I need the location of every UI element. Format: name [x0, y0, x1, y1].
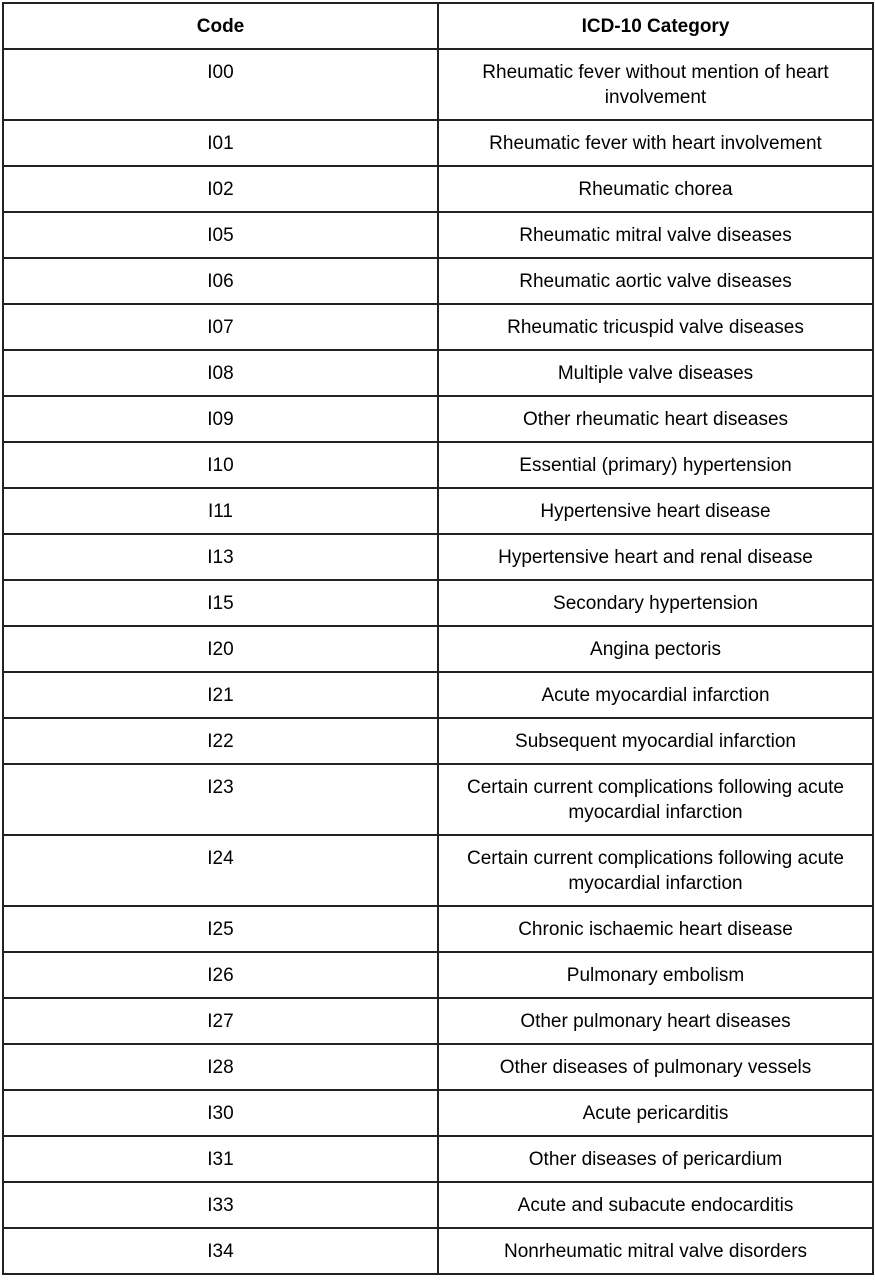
- table-row: [3, 350, 873, 396]
- table-row: [3, 49, 873, 120]
- category-cell: Rheumatic fever with heart involvement: [438, 120, 873, 166]
- code-cell: I20: [3, 626, 438, 672]
- table-row: [3, 120, 873, 166]
- code-cell: I15: [3, 580, 438, 626]
- code-cell: I05: [3, 212, 438, 258]
- column-header-code: Code: [3, 3, 438, 49]
- column-header-category: ICD-10 Category: [438, 3, 873, 49]
- table-row: [3, 258, 873, 304]
- category-cell: Rheumatic mitral valve diseases: [438, 212, 873, 258]
- code-cell: I26: [3, 952, 438, 998]
- category-cell: Secondary hypertension: [438, 580, 873, 626]
- code-cell: I33: [3, 1182, 438, 1228]
- category-cell: Other diseases of pericardium: [438, 1136, 873, 1182]
- table-row: [3, 1228, 873, 1274]
- code-cell: I01: [3, 120, 438, 166]
- code-cell: I11: [3, 488, 438, 534]
- category-cell: Certain current complications following acute myocardial infarction: [438, 835, 873, 906]
- code-cell: I31: [3, 1136, 438, 1182]
- category-cell: Essential (primary) hypertension: [438, 442, 873, 488]
- code-cell: I21: [3, 672, 438, 718]
- table-row: [3, 1136, 873, 1182]
- category-cell: Subsequent myocardial infarction: [438, 718, 873, 764]
- table-row: [3, 166, 873, 212]
- code-cell: I23: [3, 764, 438, 835]
- code-cell: I13: [3, 534, 438, 580]
- table-row: [3, 396, 873, 442]
- category-cell: Pulmonary embolism: [438, 952, 873, 998]
- code-cell: I34: [3, 1228, 438, 1274]
- code-cell: I24: [3, 835, 438, 906]
- category-cell: Acute pericarditis: [438, 1090, 873, 1136]
- category-cell: Acute and subacute endocarditis: [438, 1182, 873, 1228]
- table-row: [3, 835, 873, 906]
- code-cell: I28: [3, 1044, 438, 1090]
- code-cell: I09: [3, 396, 438, 442]
- category-cell: Other rheumatic heart diseases: [438, 396, 873, 442]
- category-cell: Rheumatic fever without mention of heart involvement: [438, 49, 873, 120]
- category-cell: Hypertensive heart disease: [438, 488, 873, 534]
- table-row: [3, 764, 873, 835]
- category-cell: Chronic ischaemic heart disease: [438, 906, 873, 952]
- table-row: [3, 906, 873, 952]
- code-cell: I27: [3, 998, 438, 1044]
- table-row: [3, 212, 873, 258]
- code-cell: I00: [3, 49, 438, 120]
- category-cell: Other pulmonary heart diseases: [438, 998, 873, 1044]
- code-cell: I02: [3, 166, 438, 212]
- table-row: [3, 580, 873, 626]
- code-cell: I10: [3, 442, 438, 488]
- table-row: [3, 1044, 873, 1090]
- category-cell: Hypertensive heart and renal disease: [438, 534, 873, 580]
- table-row: [3, 1090, 873, 1136]
- code-cell: I07: [3, 304, 438, 350]
- icd10-table: [2, 2, 874, 1275]
- table-row: [3, 442, 873, 488]
- category-cell: Rheumatic tricuspid valve diseases: [438, 304, 873, 350]
- category-cell: Acute myocardial infarction: [438, 672, 873, 718]
- table-row: [3, 304, 873, 350]
- table-row: [3, 626, 873, 672]
- category-cell: Other diseases of pulmonary vessels: [438, 1044, 873, 1090]
- category-cell: Rheumatic aortic valve diseases: [438, 258, 873, 304]
- table-row: [3, 998, 873, 1044]
- category-cell: Multiple valve diseases: [438, 350, 873, 396]
- table-header-row: [3, 3, 873, 49]
- table-body: [3, 49, 873, 1274]
- table-row: [3, 1182, 873, 1228]
- category-cell: Rheumatic chorea: [438, 166, 873, 212]
- table-row: [3, 534, 873, 580]
- code-cell: I30: [3, 1090, 438, 1136]
- code-cell: I25: [3, 906, 438, 952]
- code-cell: I08: [3, 350, 438, 396]
- category-cell: Certain current complications following acute myocardial infarction: [438, 764, 873, 835]
- table-row: [3, 488, 873, 534]
- table-row: [3, 952, 873, 998]
- code-cell: I22: [3, 718, 438, 764]
- category-cell: Nonrheumatic mitral valve disorders: [438, 1228, 873, 1274]
- table-row: [3, 672, 873, 718]
- table-row: [3, 718, 873, 764]
- code-cell: I06: [3, 258, 438, 304]
- category-cell: Angina pectoris: [438, 626, 873, 672]
